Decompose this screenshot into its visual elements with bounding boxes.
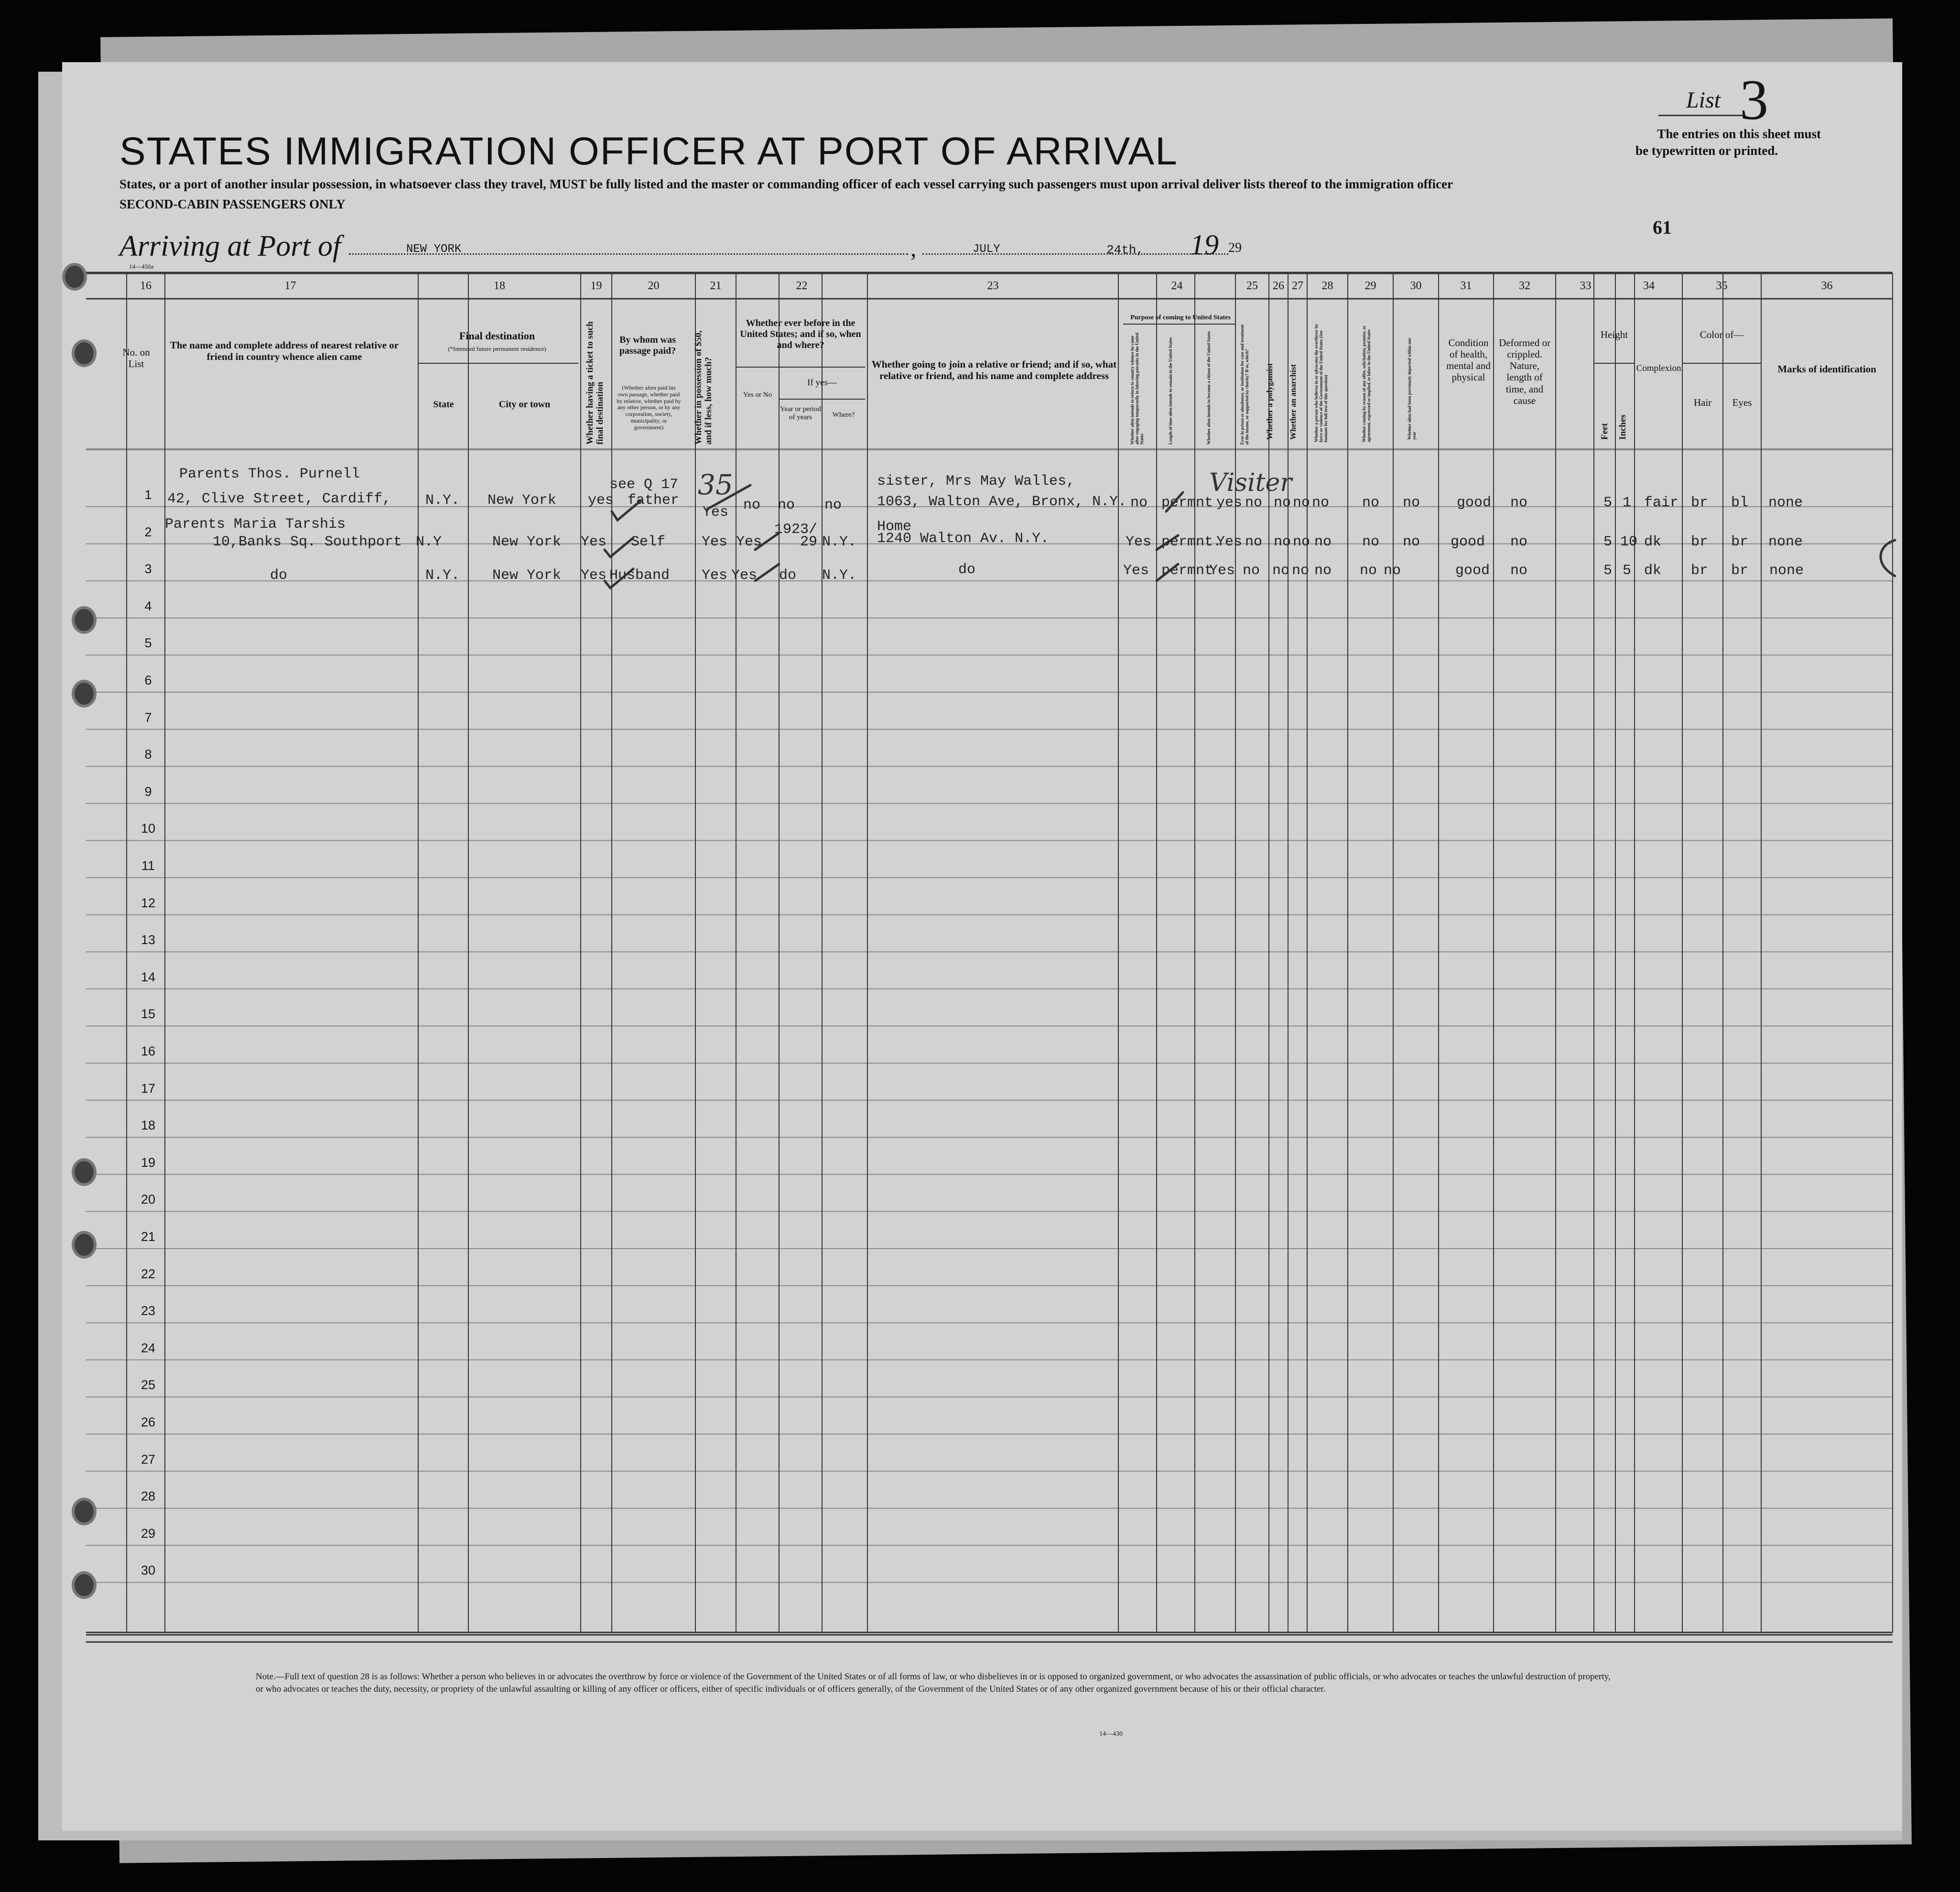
col33-header: Height [1600,329,1628,340]
list-number: 3 [1740,68,1768,131]
r3-marks: none [1769,563,1804,579]
col22-where: Where? [832,411,855,419]
r1-relation-2: 42, Clive Street, Cardiff, [167,491,391,507]
row-number: 15 [141,1007,156,1022]
typewritten-note-1: The entries on this sheet must [1657,127,1821,141]
r2-28: no [1314,534,1332,550]
r1-inches: 1 [1623,495,1632,511]
col19-header: Whether having a ticket to such final destination [585,321,605,445]
col31-header: Condition of health, mental and physical [1446,337,1491,383]
column-number: 16 [140,280,152,292]
r2-join-1: Home [877,519,912,535]
r2-eyes: br [1731,534,1749,550]
column-number: 24 [1171,280,1183,292]
row-number: 22 [141,1266,156,1281]
r2-ticket: Yes [581,534,607,550]
year-suffix: 29 [1228,240,1242,255]
r3-complexion: dk [1644,563,1662,579]
row-number: 9 [144,784,152,799]
col18-note: (*Intended future permanent residence) [448,345,546,352]
r1-24c: yes [1216,495,1243,511]
r1-health: good [1457,495,1492,511]
r3-28: no [1314,563,1332,579]
column-number: 26 [1273,280,1284,292]
column-number: 33 [1580,280,1592,292]
row-number: 28 [141,1489,156,1504]
col26-header: Whether a polygamist [1265,363,1274,440]
row-number: 7 [144,710,152,725]
r2-26: no [1274,534,1291,550]
top-form-number: 14—450a [129,263,154,270]
r3-before-where: N.Y. [822,567,857,584]
row-number: 3 [144,562,152,576]
col33-inches: Inches [1618,414,1628,440]
column-number: 17 [284,280,296,292]
column-number: 23 [987,280,999,292]
binder-hole [72,1571,97,1599]
row-number: 21 [141,1229,156,1244]
r3-27: no [1292,563,1310,579]
r3-eyes: br [1731,563,1749,579]
col24-header: Purpose of coming to United States [1130,314,1231,321]
col16-header: No. on List [122,347,150,370]
row-number: 20 [141,1192,156,1207]
row-number: 30 [141,1563,156,1578]
r1-24a: no [1130,495,1148,511]
row-number: 8 [144,747,152,762]
r2-hair: br [1691,534,1709,550]
r1-state: N.Y. [425,492,460,509]
r2-city: New York [492,534,562,550]
r3-24b: permnt [1161,563,1213,579]
arriving-label: Arriving at Port of [119,230,341,262]
col28-header: Whether a person who believes in or advocates the overthrow by force or violence of the Government of the United States (See footnote for full text of this question) [1314,324,1328,442]
row-number: 1 [144,488,152,502]
footnote: Note.—Full text of question 28 is as follows: Whether a person who believes in or advocates the overthrow by force or violence of the Government of the United States or of all forms of law, or who disbelieves in or is opposed to organized government, or who advocates the assassination of public officials, or who advocates or teaches the unlawful destruction of property, or who advocates or teaches the duty, necessity, or propriety of the unlawful assaulting or killing of any officer or officers, either of specific individuals or of officers generally, of the Government of the United States or of any other organized government because of his or their official character. [256,1672,1611,1694]
column-number: 29 [1364,280,1376,292]
column-number: 18 [494,280,505,292]
r1-feet: 5 [1603,495,1613,511]
r2-paid: Self [631,534,666,550]
r1-24b: permnt [1161,495,1213,511]
r3-feet: 5 [1603,563,1613,579]
r3-paid: Husband [609,567,670,584]
col22-ifyes: If yes— [807,378,837,388]
page-number: 61 [1653,217,1672,238]
column-number: 20 [648,280,660,292]
money-handwriting: 35 [698,468,733,501]
col21-header: Whether in possession of $50, and if less, how much? [693,330,714,445]
r1-26: no [1274,495,1291,511]
col17-header: The name and complete address of nearest relative or friend in country whence alien came [170,339,399,363]
r2-state: N.Y [416,534,442,550]
r1-eyes: bl [1731,495,1749,511]
r3-24a: Yes [1123,563,1149,579]
r1-hair: br [1691,495,1709,511]
r1-paid-2: father [628,492,680,509]
col18-state: State [433,399,454,410]
r2-24b: permnt. [1161,534,1222,550]
column-number: 27 [1292,280,1303,292]
r3-money: Yes [702,567,728,584]
r2-27: no [1293,534,1310,550]
r2-health: good [1451,534,1485,550]
r2-money: Yes [702,534,728,550]
row-number: 4 [144,598,152,613]
purpose-handwriting: Visiter [1209,468,1292,497]
instructions-line: States, or a port of another insular possession, in whatsoever class they travel, MUST be fully listed and the master or commanding officer of each vessel carrying such passengers must upon arrival deliver lists thereof to the immigration officer [119,177,1453,191]
r2-join-2: 1240 Walton Av. N.Y. [877,531,1050,547]
row-number: 13 [141,933,156,947]
col35-header: Color of— [1700,329,1744,340]
r2-marks: none [1768,534,1803,550]
check-marks [62,62,1902,1831]
column-number: 34 [1643,280,1655,292]
r2-relation-1: Parents Maria Tarshis [165,516,346,533]
binder-hole [62,263,87,291]
r1-27: no [1293,495,1310,511]
r1-28: no [1312,495,1330,511]
r1-before-yes: no [743,497,761,513]
r3-30: no [1384,563,1401,579]
row-number: 6 [144,673,152,687]
row-number: 29 [141,1526,156,1541]
r3-health: good [1455,563,1490,579]
r1-complexion: fair [1644,495,1679,511]
col24a-header: Whether alien intends to return to country whence he came after engaging temporarily in laboring pursuits in the United States [1130,333,1144,445]
r2-relation-2: 10,Banks Sq. Southport [213,534,402,550]
col22-header: Whether ever before in the United States; and if so, when and where? [740,318,861,350]
column-number: 35 [1716,280,1728,292]
r1-city: New York [487,492,557,509]
binder-hole [72,1158,97,1186]
typewritten-note-2: be typewritten or printed. [1635,143,1778,158]
row-number: 17 [141,1081,156,1096]
r2-25: no [1245,534,1263,550]
month-value: JULY [973,243,1000,256]
row-number: 25 [141,1378,156,1392]
r1-relation-1: Parents Thos. Purnell [179,466,360,482]
col35-eyes: Eyes [1732,397,1752,408]
row-number: 12 [141,895,156,910]
r1-join-1: sister, Mrs May Walles, [877,473,1075,489]
col25-header: Ever in prison or almshouse, or institution for care and treatment of the insane, or supported by charity? If so, which? [1240,324,1249,445]
column-number: 28 [1321,280,1333,292]
page-title: STATES IMMIGRATION OFFICER AT PORT OF ARRIVAL [119,130,1178,173]
col20-note: (Whether alien paid his own passage, whether paid by relative, whether paid by any other person, or by any corporation, society, municipality, or government) [617,384,681,431]
r3-state: N.Y. [425,567,460,584]
binder-hole [72,339,97,367]
row-number: 2 [144,524,152,539]
row-number: 24 [141,1340,156,1355]
r3-29: no [1360,563,1377,579]
column-number: 19 [590,280,602,292]
col34-header: Complexion [1636,363,1681,373]
row-number: 27 [141,1452,156,1467]
r3-city: New York [492,567,562,584]
row-number: 23 [141,1304,156,1318]
col24b-header: Length of time alien intends to remain in the United States [1168,337,1173,445]
r3-26: no [1272,563,1290,579]
row-number: 19 [141,1155,156,1170]
comma: , [910,235,917,261]
r2-29: no [1362,534,1380,550]
row-number: 26 [141,1415,156,1429]
r2-30: no [1403,534,1420,550]
col29-header: Whether coming by reason of any offer, solicitation, promise, or agreement, expressed or implied, to labor in the United States [1362,326,1371,442]
r1-deformed: no [1510,495,1528,511]
row-number: 16 [141,1044,156,1058]
r2-24a: Yes [1126,534,1152,550]
column-number: 25 [1246,280,1258,292]
r1-before-period: no [778,497,795,513]
r1-join-2: 1063, Walton Ave, Bronx, N.Y. [877,494,1127,510]
r2-inches: 10 [1620,534,1638,550]
col22-yesno: Yes or No [743,391,772,399]
column-number: 31 [1460,280,1472,292]
r3-relation: do [270,567,288,584]
r1-29: no [1362,495,1380,511]
day-value: 24th, [1106,243,1144,257]
col35-hair: Hair [1693,397,1712,408]
r3-inches: 5 [1623,563,1632,579]
r2-feet: 5 [1603,534,1613,550]
col32-header: Deformed or crippled. Nature, length of time, and cause [1499,337,1550,406]
row-number: 10 [141,821,156,836]
r2-deformed: no [1510,534,1528,550]
row-number: 11 [141,859,155,873]
col30-header: Whether alien had been previously deported within one year [1407,338,1417,440]
footnote-form-number: 14—430 [1099,1730,1123,1738]
port-value: NEW YORK [406,243,462,256]
r2-before-where: N.Y. [822,534,857,550]
r2-complexion: dk [1644,534,1662,550]
binder-hole [72,1231,97,1259]
second-cabin-label: SECOND-CABIN PASSENGERS ONLY [119,197,346,211]
r2-before-period: 1923/ 29 [774,522,818,550]
binder-hole [72,680,97,707]
col18-header: Final destination [459,330,535,342]
column-number: 22 [796,280,808,292]
row-number: 18 [141,1118,156,1133]
r3-25: no [1243,563,1260,579]
r1-ticket: yes [588,492,614,509]
col20-header: By whom was passage paid? [619,335,676,356]
manifest-page [62,62,1902,1831]
column-number: 30 [1410,280,1422,292]
r1-marks: none [1768,495,1803,511]
r3-deformed: no [1510,563,1528,579]
r1-paid-1: see Q 17 [609,477,679,493]
col18-city: City or town [498,399,551,410]
binder-hole [72,606,97,634]
row-number: 5 [144,636,152,651]
column-number: 32 [1519,280,1530,292]
col36-header: Marks of identification [1777,363,1876,375]
col23-header: Whether going to join a relative or friend; and if so, what relative or friend, and his name and complete address [871,359,1117,382]
r2-before-yes: Yes [736,534,762,550]
col22-period: Year or period of years [780,405,821,422]
column-number: 36 [1821,280,1833,292]
r3-hair: br [1691,563,1709,579]
row-number: 14 [141,969,156,984]
r3-ticket: Yes [581,567,607,584]
r2-24c: Yes [1216,534,1243,550]
col24c-header: Whether alien intends to become a citizen of the United States [1206,331,1211,445]
r3-24c: Yes [1209,563,1235,579]
list-label: List [1686,87,1721,113]
r1-before-where: no [824,497,842,513]
r1-30: no [1403,495,1420,511]
col33-feet: Feet [1600,423,1610,440]
r3-before-period: do [779,567,797,584]
r3-before-yes: Yes [731,567,758,584]
r1-money: Yes [703,504,729,521]
year-prefix: 19 [1190,229,1219,261]
col27-header: Whether an anarchist [1289,364,1298,440]
r3-join: do [958,562,976,578]
binder-hole [72,1498,97,1525]
column-number: 21 [710,280,722,292]
r1-25: no [1245,495,1263,511]
